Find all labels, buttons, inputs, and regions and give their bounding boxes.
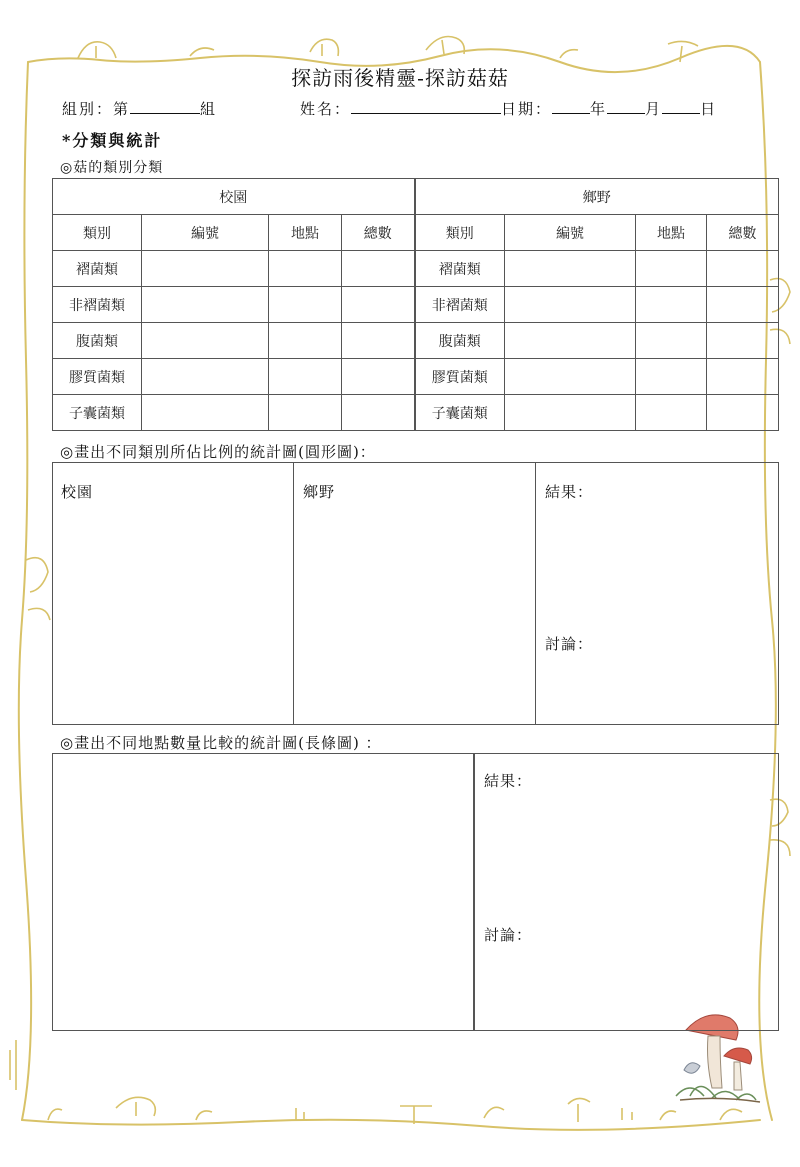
input-cell[interactable] xyxy=(142,323,269,359)
classification-subtitle: ◎菇的類別分類 xyxy=(60,160,164,176)
day-label: 日 xyxy=(700,100,718,118)
col-location: 地點 xyxy=(636,215,707,251)
input-cell[interactable] xyxy=(636,287,707,323)
col-total: 總數 xyxy=(342,215,415,251)
pie-section-caption: ◎畫出不同類別所佔比例的統計圖(圓形圖)： xyxy=(60,443,376,461)
input-cell[interactable] xyxy=(342,395,415,431)
category-cell: 子囊菌類 xyxy=(53,395,142,431)
input-cell[interactable] xyxy=(142,395,269,431)
name-blank[interactable] xyxy=(351,99,501,114)
campus-pie-drawing-box[interactable] xyxy=(52,462,294,725)
input-cell[interactable] xyxy=(636,323,707,359)
section-title: *分類與統計 xyxy=(62,131,163,150)
input-cell[interactable] xyxy=(505,359,636,395)
bar-section-caption: ◎畫出不同地點數量比較的統計圖(長條圖) ： xyxy=(60,734,382,752)
bar-result-box[interactable] xyxy=(473,753,779,1031)
category-cell: 非褶菌類 xyxy=(53,287,142,323)
table-row xyxy=(53,287,779,323)
input-cell[interactable] xyxy=(269,395,342,431)
pie-discussion-label: 討論： xyxy=(545,635,594,653)
year-blank[interactable] xyxy=(552,99,590,114)
category-cell: 腹菌類 xyxy=(415,323,505,359)
input-cell[interactable] xyxy=(636,359,707,395)
table-row xyxy=(53,359,779,395)
month-label: 月 xyxy=(645,100,663,118)
group-number-blank[interactable] xyxy=(130,99,200,114)
day-blank[interactable] xyxy=(662,99,700,114)
name-field xyxy=(300,98,717,119)
input-cell[interactable] xyxy=(342,359,415,395)
category-cell: 褶菌類 xyxy=(53,251,142,287)
pie-result-box[interactable] xyxy=(535,462,779,725)
col-category: 類別 xyxy=(415,215,505,251)
col-category: 類別 xyxy=(53,215,142,251)
input-cell[interactable] xyxy=(342,323,415,359)
year-label: 年 xyxy=(590,100,608,118)
category-cell: 非褶菌類 xyxy=(415,287,505,323)
input-cell[interactable] xyxy=(707,251,779,287)
input-cell[interactable] xyxy=(707,359,779,395)
input-cell[interactable] xyxy=(636,251,707,287)
month-blank[interactable] xyxy=(607,99,645,114)
col-number: 編號 xyxy=(142,215,269,251)
page-title: 探訪雨後精靈-探訪菇菇 xyxy=(291,66,509,90)
col-total: 總數 xyxy=(707,215,779,251)
input-cell[interactable] xyxy=(269,287,342,323)
category-cell: 腹菌類 xyxy=(53,323,142,359)
input-cell[interactable] xyxy=(142,287,269,323)
input-cell[interactable] xyxy=(142,359,269,395)
country-label: 鄉野 xyxy=(303,483,336,501)
name-label: 姓名： xyxy=(300,100,352,118)
group-field xyxy=(62,98,217,119)
bar-discussion-label: 討論： xyxy=(484,926,533,944)
country-group-header: 鄉野 xyxy=(415,179,779,215)
column-header-row xyxy=(53,215,779,251)
classification-table xyxy=(52,178,779,431)
country-pie-drawing-box[interactable] xyxy=(293,462,536,725)
category-cell: 膠質菌類 xyxy=(415,359,505,395)
category-cell: 子囊菌類 xyxy=(415,395,505,431)
bar-chart-drawing-box[interactable] xyxy=(52,753,475,1031)
input-cell[interactable] xyxy=(707,287,779,323)
category-cell: 膠質菌類 xyxy=(53,359,142,395)
col-number: 編號 xyxy=(505,215,636,251)
input-cell[interactable] xyxy=(269,359,342,395)
group-label: 組別：第 xyxy=(62,100,131,118)
col-location: 地點 xyxy=(269,215,342,251)
input-cell[interactable] xyxy=(142,251,269,287)
input-cell[interactable] xyxy=(342,287,415,323)
category-cell: 褶菌類 xyxy=(415,251,505,287)
pie-result-label: 結果： xyxy=(545,483,594,501)
table-row xyxy=(53,395,779,431)
input-cell[interactable] xyxy=(707,323,779,359)
input-cell[interactable] xyxy=(505,251,636,287)
table-row xyxy=(53,323,779,359)
group-suffix: 組 xyxy=(200,100,218,118)
input-cell[interactable] xyxy=(269,323,342,359)
input-cell[interactable] xyxy=(505,395,636,431)
input-cell[interactable] xyxy=(269,251,342,287)
input-cell[interactable] xyxy=(342,251,415,287)
input-cell[interactable] xyxy=(505,287,636,323)
campus-label: 校園 xyxy=(61,483,94,501)
date-label: 日期： xyxy=(501,100,553,118)
campus-group-header: 校園 xyxy=(53,179,415,215)
input-cell[interactable] xyxy=(636,395,707,431)
bar-result-label: 結果： xyxy=(484,772,533,790)
input-cell[interactable] xyxy=(707,395,779,431)
input-cell[interactable] xyxy=(505,323,636,359)
table-row xyxy=(53,251,779,287)
